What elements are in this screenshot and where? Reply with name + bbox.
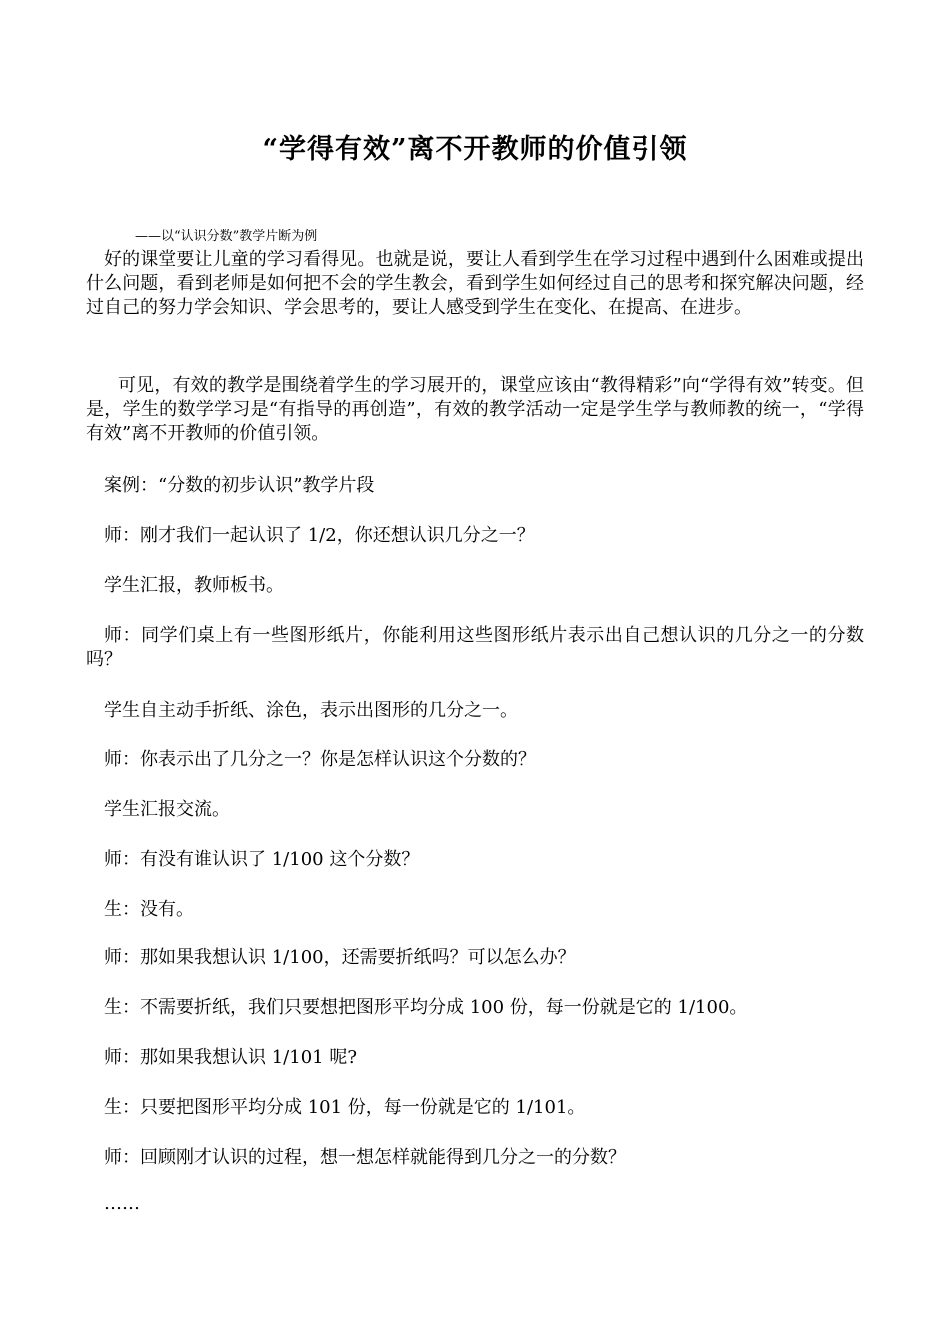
dialogue-line: 生：没有。 <box>104 899 194 920</box>
argument-paragraph: 可见，有效的教学是围绕着学生的学习展开的，课堂应该由“教得精彩”向“学得有效”转变。但是，学生的数学学习是“有指导的再创造”，有效的教学活动一定是学生学与教师教的统一，“学得有效”离不开教师的价值引领。 <box>86 375 864 444</box>
dialogue-line: 师：刚才我们一起认识了 1/2，你还想认识几分之一？ <box>104 525 535 546</box>
dialogue-line: 师：你表示出了几分之一？你是怎样认识这个分数的？ <box>104 749 536 770</box>
case-heading: 案例：“分数的初步认识”教学片段 <box>104 475 375 496</box>
document-title: “学得有效”离不开教师的价值引领 <box>262 134 688 165</box>
dialogue-line: 学生自主动手折纸、涂色，表示出图形的几分之一。 <box>104 700 518 721</box>
dialogue-line: 生：不需要折纸，我们只要想把图形平均分成 100 份，每一份就是它的 1/100。 <box>104 997 748 1018</box>
dialogue-line: 师：同学们桌上有一些图形纸片，你能利用这些图形纸片表示出自己想认识的几分之一的分数吗？ <box>86 625 864 670</box>
dialogue-line: 生：只要把图形平均分成 101 份，每一份就是它的 1/101。 <box>104 1097 586 1118</box>
dialogue-line: 学生汇报，教师板书。 <box>104 575 284 596</box>
dialogue-line: 师：回顾刚才认识的过程，想一想怎样就能得到几分之一的分数？ <box>104 1147 626 1168</box>
dialogue-line: 师：有没有谁认识了 1/100 这个分数？ <box>104 849 420 870</box>
document-subtitle: ——以“认识分数”教学片断为例 <box>135 229 318 244</box>
dialogue-line: 师：那如果我想认识 1/100，还需要折纸吗？可以怎么办？ <box>104 947 576 968</box>
ellipsis-line: …… <box>104 1193 140 1214</box>
dialogue-line: 师：那如果我想认识 1/101 呢? <box>104 1047 357 1068</box>
intro-paragraph: 好的课堂要让儿童的学习看得见。也就是说，要让人看到学生在学习过程中遇到什么困难或提出什么问题，看到老师是如何把不会的学生教会，看到学生如何经过自己的思考和探究解决问题，经过自己的努力学会知识、学会思考的，要让人感受到学生在变化、在提高、在进步。 <box>86 249 864 318</box>
dialogue-line: 学生汇报交流。 <box>104 799 230 820</box>
